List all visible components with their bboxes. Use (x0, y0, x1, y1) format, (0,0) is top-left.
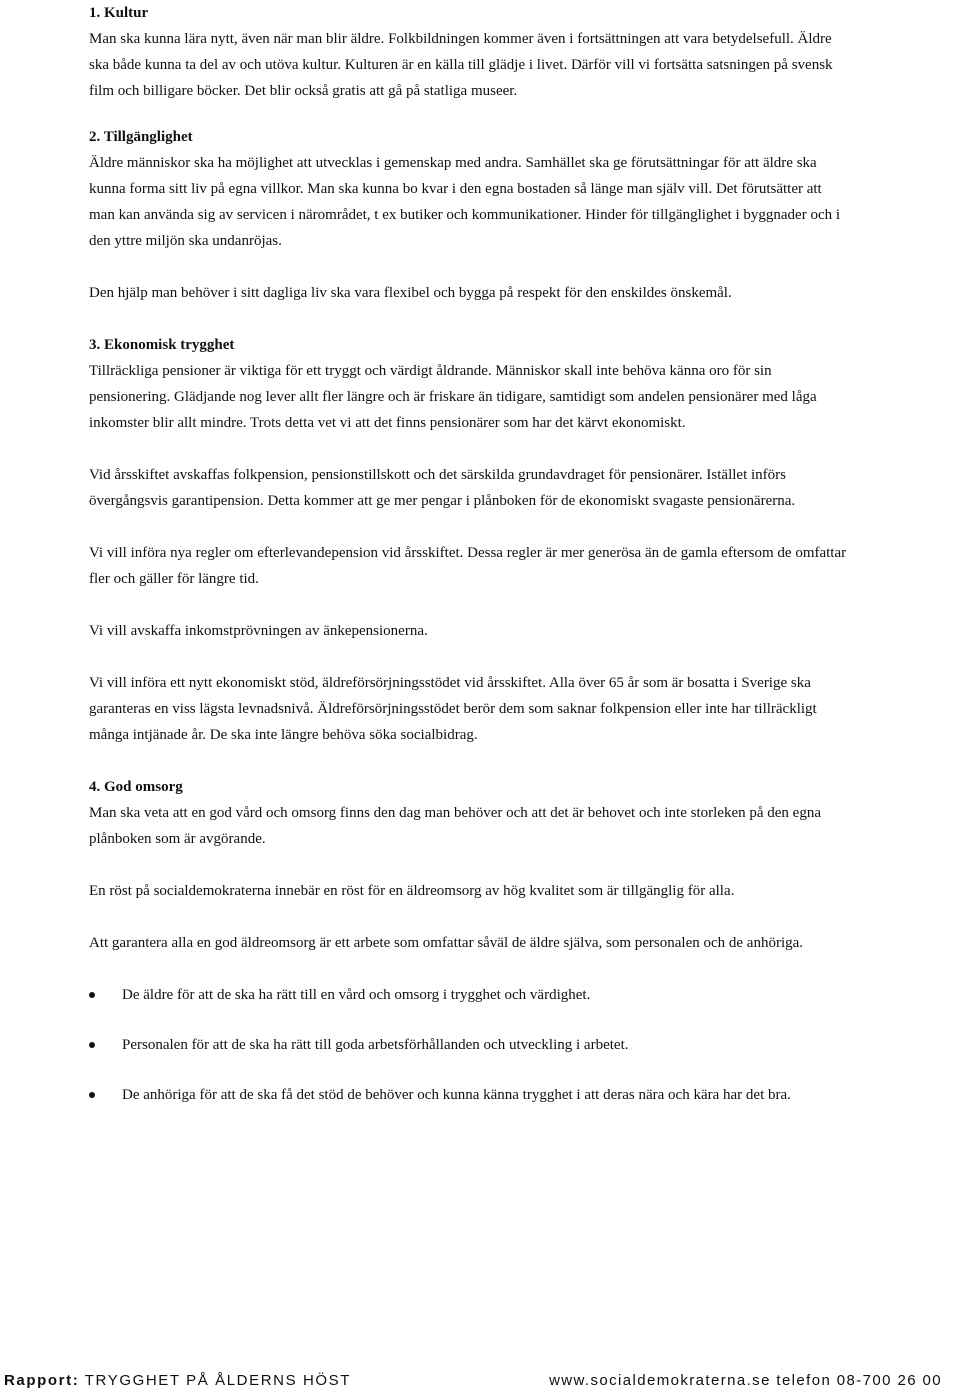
list-item-text: De anhöriga för att de ska få det stöd de behöver och kunna känna trygghet i att deras nära och kära har det bra. (122, 1087, 791, 1103)
paragraph: Tillräckliga pensioner är viktiga för ett tryggt och värdigt åldrande. Människor skall inte behöva känna oro för sin pensionering. Glädjande nog lever allt fler längre och är friskare än tidigare, samtidigt som andelen pensionärer med låga inkomster blir allt mindre. Trots detta vet vi att det finns pensionärer som har det kärvt ekonomiskt. (89, 363, 817, 431)
section-kultur (89, 0, 849, 104)
page-footer (0, 1372, 960, 1393)
section-heading: 3. Ekonomisk trygghet (89, 337, 235, 353)
section-heading: 4. God omsorg (89, 779, 183, 795)
section-ekonomisk-trygghet (89, 332, 849, 748)
paragraph: Vi vill införa nya regler om efterlevandepension vid årsskiftet. Dessa regler är mer generösa än de gamla eftersom de omfattar fler och gäller för längre tid. (89, 545, 847, 587)
footer-title: TRYGGHET PÅ ÅLDERNS HÖST (84, 1372, 352, 1389)
list-item (89, 1032, 849, 1058)
bullet-list (89, 982, 849, 1108)
section-heading: 1. Kultur (89, 5, 149, 21)
footer-contact: www.socialdemokraterna.se telefon 08-700 26 00 (549, 1372, 942, 1389)
list-item-text: De äldre för att de ska ha rätt till en vård och omsorg i trygghet och värdighet. (122, 987, 591, 1003)
paragraph: Den hjälp man behöver i sitt dagliga liv ska vara flexibel och bygga på respekt för den enskildes önskemål. (89, 285, 732, 301)
list-item (89, 982, 849, 1008)
paragraph: Man ska veta att en god vård och omsorg finns den dag man behöver och att det är behovet och inte storleken på den egna plånboken som är avgörande. (89, 805, 821, 847)
document-body (89, 0, 849, 1132)
paragraph: Vi vill införa ett nytt ekonomiskt stöd, äldreförsörjningsstödet vid årsskiftet. Alla över 65 år som är bosatta i Sverige ska garanteras en viss lägsta levnadsnivå. Äldreförsörjningsstödet berör dem som saknar folkpension eller inte har tillräckligt många intjänade år. De ska inte längre behöva söka socialbidrag. (89, 675, 817, 743)
section-god-omsorg (89, 774, 849, 1108)
paragraph: Att garantera alla en god äldreomsorg är ett arbete som omfattar såväl de äldre själva, som personalen och de anhöriga. (89, 935, 804, 951)
paragraph: Vid årsskiftet avskaffas folkpension, pensionstillskott och det särskilda grundavdraget för pensionärer. Istället införs övergångsvis garantipension. Detta kommer att ge mer pengar i plånboken för de ekonomiskt svagaste pensionärerna. (89, 467, 796, 509)
list-item-text: Personalen för att de ska ha rätt till goda arbetsförhållanden och utveckling i arbetet. (122, 1037, 629, 1053)
section-tillganglighet (89, 124, 849, 306)
section-heading: 2. Tillgänglighet (89, 129, 193, 145)
footer-label: Rapport: (4, 1372, 80, 1389)
paragraph: Vi vill avskaffa inkomstprövningen av änkepensionerna. (89, 623, 428, 639)
paragraph: Äldre människor ska ha möjlighet att utvecklas i gemenskap med andra. Samhället ska ge förutsättningar för att äldre ska kunna forma sitt liv på egna villkor. Man ska kunna bo kvar i den egna bostaden så länge man själv vill. Det förutsätter att man kan använda sig av servicen i närområdet, t ex butiker och kommunikationer. Hinder för tillgänglighet i byggnader och i den yttre miljön ska undanröjas. (89, 155, 841, 249)
list-item (89, 1082, 849, 1108)
bullet-icon (89, 992, 95, 998)
paragraph: Man ska kunna lära nytt, även när man blir äldre. Folkbildningen kommer även i fortsättningen att vara betydelsefull. Äldre ska både kunna ta del av och utöva kultur. Kulturen är en källa till glädje i livet. Därför vill vi fortsätta satsningen på svensk film och billigare böcker. Det blir också gratis att gå på statliga museer. (89, 31, 833, 99)
footer-report-title (4, 1372, 351, 1389)
bullet-icon (89, 1092, 95, 1098)
bullet-icon (89, 1042, 95, 1048)
paragraph: En röst på socialdemokraterna innebär en röst för en äldreomsorg av hög kvalitet som är tillgänglig för alla. (89, 883, 735, 899)
